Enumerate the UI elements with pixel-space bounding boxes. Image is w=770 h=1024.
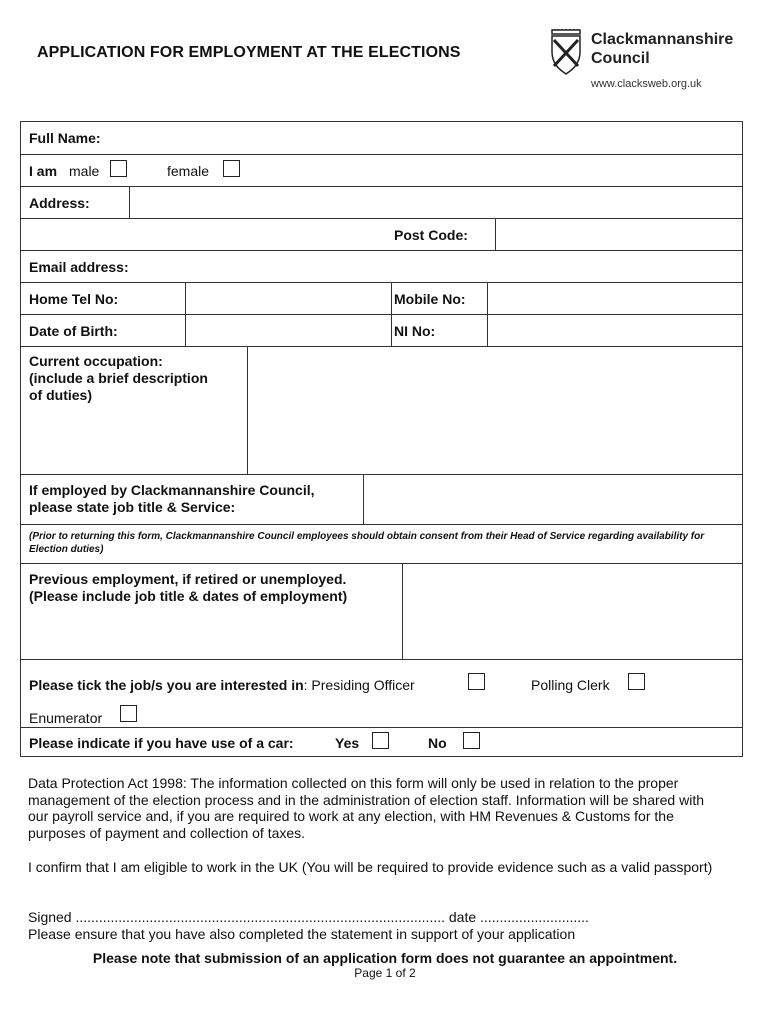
post-code-label: Post Code: [394, 227, 468, 243]
car-no-checkbox[interactable] [463, 732, 480, 749]
male-checkbox[interactable] [110, 160, 127, 177]
council-crest-icon [548, 28, 584, 76]
address-label: Address: [29, 195, 90, 211]
council-logo [548, 28, 763, 98]
consent-note: (Prior to returning this form, Clackmannanshire Council employees should obtain consent from their Head of Service regarding availability for Election duties) [29, 531, 705, 555]
enumerator-checkbox[interactable] [120, 705, 137, 722]
full-name-label: Full Name: [29, 130, 101, 146]
signature-line: Signed ............................................................................................... date ............................ [28, 909, 589, 925]
logo-name-line2: Council [591, 50, 650, 67]
female-label: female [167, 163, 210, 179]
email-label: Email address: [29, 259, 129, 275]
logo-url: www.clacksweb.org.uk [591, 78, 702, 90]
jobs-label [29, 677, 415, 693]
polling-clerk-checkbox[interactable] [628, 673, 645, 690]
previous-employment-label: Previous employment, if retired or unemployed. (Please include job title & dates of employment) [29, 571, 348, 604]
gender-label: I am [29, 163, 58, 179]
presiding-officer-checkbox[interactable] [468, 673, 485, 690]
ni-label: NI No: [394, 323, 436, 339]
eligibility-confirmation: I confirm that I am eligible to work in the UK (You will be required to provide evidence such as a valid passport) [28, 859, 713, 875]
male-label: male [69, 163, 100, 179]
home-tel-label: Home Tel No: [29, 291, 119, 307]
logo-name-line1: Clackmannanshire [591, 31, 734, 48]
page-title: APPLICATION FOR EMPLOYMENT AT THE ELECTIONS [37, 44, 461, 61]
female-checkbox[interactable] [223, 160, 240, 177]
car-label: Please indicate if you have use of a car: [29, 735, 294, 751]
page-number: Page 1 of 2 [354, 966, 416, 980]
car-yes-label: Yes [335, 735, 360, 751]
car-no-label: No [428, 735, 447, 751]
occupation-label: Current occupation: (include a brief description of duties) [29, 353, 208, 403]
enumerator-label: Enumerator [29, 710, 103, 726]
data-protection-statement: Data Protection Act 1998: The information collected on this form will only be used in relation to the proper management of the election process and in the administration of election staff. Information will be shared with our payroll service and, if you are required to work at any election, with HM Revenues & Customs for the purposes of payment and collection of taxes. [28, 775, 705, 841]
ensure-statement: Please ensure that you have also completed the statement in support of your application [28, 926, 576, 942]
dob-label: Date of Birth: [29, 323, 118, 339]
employed-label: If employed by Clackmannanshire Council, please state job title & Service: [29, 482, 315, 515]
application-form [20, 121, 743, 757]
jobs-label-bold: Please tick the job/s you are interested in [29, 677, 304, 693]
mobile-label: Mobile No: [394, 291, 466, 307]
car-yes-checkbox[interactable] [372, 732, 389, 749]
submission-note: Please note that submission of an application form does not guarantee an appointment. [92, 950, 678, 966]
polling-clerk-label: Polling Clerk [531, 677, 610, 693]
presiding-officer-label: : Presiding Officer [303, 677, 415, 693]
